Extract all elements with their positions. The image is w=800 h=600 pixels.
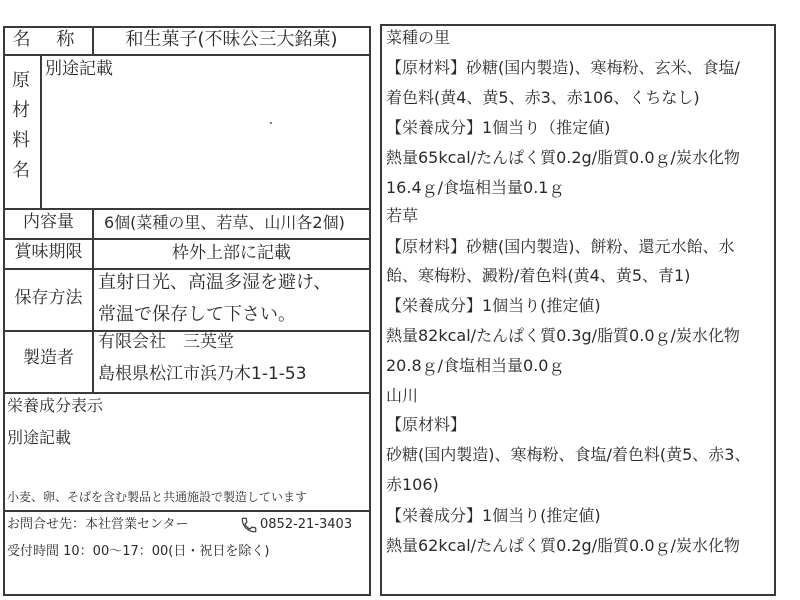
row-divider	[3, 510, 371, 512]
row-divider	[3, 392, 371, 394]
right-line: 20.8ｇ/食塩相当量0.0ｇ	[386, 356, 565, 375]
right-line: 熱量82kcal/たんぱく質0.3g/脂質0.0ｇ/炭水化物	[386, 326, 740, 345]
right-line: 飴、寒梅粉、澱粉/着色料(黄4、黄5、青1)	[386, 266, 691, 285]
right-border-bottom	[380, 594, 776, 596]
right-line: 砂糖(国内製造)、寒梅粉、食塩/着色料(黄5、赤3、	[386, 445, 751, 464]
expiry-label: 賞味期限	[14, 242, 83, 262]
right-line: 若草	[386, 206, 419, 225]
maker-line-1: 有限会社 三英堂	[98, 332, 234, 352]
row-divider	[3, 208, 371, 210]
contact-hours: 受付時間 10：00〜17：00(日・祝日を除く)	[7, 544, 270, 559]
right-line: 【原材料】砂糖(国内製造)、餅粉、還元水飴、水	[386, 237, 735, 256]
name-label: 名 称	[12, 29, 85, 50]
right-line: 熱量65kcal/たんぱく質0.2g/脂質0.0ｇ/炭水化物	[386, 148, 740, 167]
storage-label: 保存方法	[14, 288, 83, 308]
right-line: 着色料(黄4、黄5、赤3、赤106、くちなし)	[386, 88, 700, 107]
right-border-top	[380, 24, 776, 26]
maker-line-2: 島根県松江市浜乃木1-1-53	[98, 364, 307, 384]
right-line: 赤106)	[386, 475, 439, 494]
row-divider	[3, 238, 371, 240]
right-line: 【原材料】砂糖(国内製造)、寒梅粉、玄米、食塩/	[386, 58, 740, 77]
allergen-note: 小麦、卵、そばを含む製品と共通施設で製造しています	[7, 490, 308, 504]
storage-line-1: 直射日光、高温多湿を避け、	[98, 272, 332, 293]
expiry-value: 枠外上部に記載	[172, 243, 291, 263]
right-line: 16.4ｇ/食塩相当量0.1ｇ	[386, 178, 565, 197]
col-divider	[40, 54, 42, 210]
phone-icon	[240, 516, 258, 534]
contact-label: お問合せ先：本社営業センター	[7, 517, 189, 532]
right-line: 【栄養成分】1個当り(推定値)	[386, 296, 601, 315]
ingredients-value: 別途記載	[45, 59, 113, 79]
ingredients-label: 原材料名	[12, 70, 30, 181]
col-divider	[92, 208, 94, 394]
nutrition-title: 栄養成分表示	[7, 396, 104, 415]
right-line: 【原材料】	[386, 415, 467, 434]
maker-label: 製造者	[23, 348, 74, 368]
right-border-left	[380, 24, 382, 596]
right-line: 【栄養成分】1個当り（推定値)	[386, 118, 611, 137]
right-border-right	[774, 24, 776, 596]
storage-line-2: 常温で保存して下さい。	[98, 304, 296, 325]
border-top	[3, 26, 371, 28]
row-divider	[3, 268, 371, 270]
nutrition-value: 別途記載	[7, 428, 72, 447]
name-value: 和生菓子(不昧公三大銘菓)	[125, 29, 338, 50]
right-line: 菜種の里	[386, 28, 451, 47]
content-label: 内容量	[23, 212, 74, 232]
content-value: 6個(菜種の里、若草、山川各2個)	[104, 213, 345, 232]
border-bottom	[3, 594, 371, 596]
contact-phone: 0852-21-3403	[260, 517, 353, 532]
right-line: 山川	[386, 386, 419, 405]
right-line: 熱量62kcal/たんぱく質0.2g/脂質0.0ｇ/炭水化物	[386, 536, 740, 555]
row-divider	[3, 54, 371, 56]
right-line: 【栄養成分】1個当り(推定値)	[386, 506, 601, 525]
speck	[270, 122, 272, 124]
